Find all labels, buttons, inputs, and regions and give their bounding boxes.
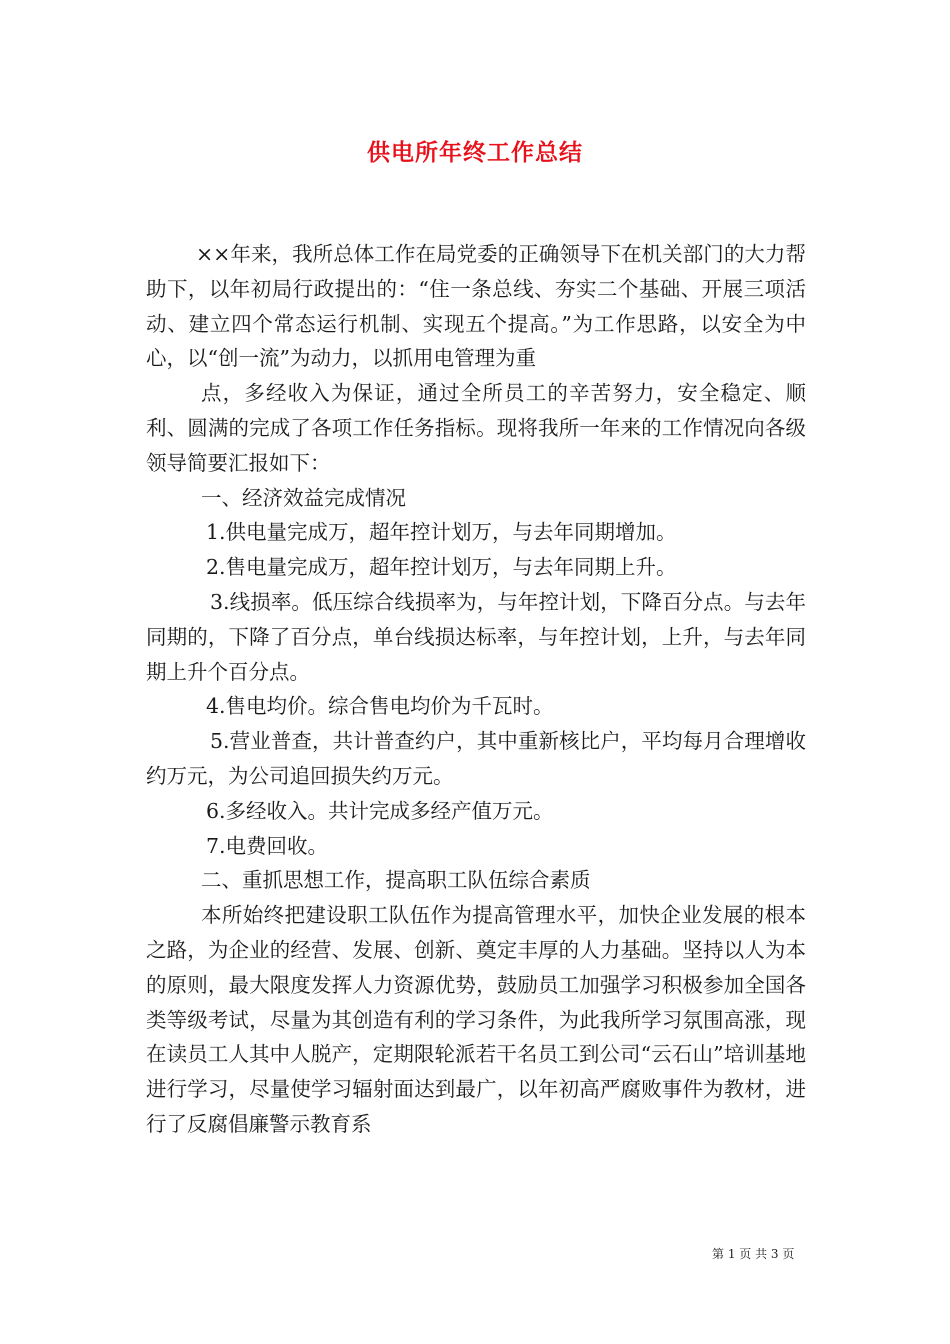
list-item-6: 6.多经收入。共计完成多经产值万元。 [206,798,554,823]
section-heading-2: 二、重抓思想工作，提高职工队伍综合素质 [201,868,591,893]
list-item-5: 5.营业普查，共计普查约户，其中重新核比户，平均每月合理增收约万元，为公司追回损失约万元。 [146,729,806,788]
list-item-3: 3.线损率。低压综合线损率为，与年控计划，下降百分点。与去年同期的，下降了百分点，单台线损达标率，与年控计划，上升，与去年同期上升个百分点。 [146,589,806,684]
paragraph-continuation: 点，多经收入为保证，通过全所员工的辛苦努力，安全稳定、顺利、圆满的完成了各项工作任务指标。现将我所一年来的工作情况向各级领导简要汇报如下： [146,381,806,475]
paragraph-section-2: 本所始终把建设职工队伍作为提高管理水平，加快企业发展的根本之路，为企业的经营、发展、创新、奠定丰厚的人力基础。坚持以人为本的原则，最大限度发挥人力资源优势，鼓励员工加强学习积极参加全国各类等级考试，尽量为其创造有利的学习条件，为此我所学习氛围高涨，现在读员工人其中人脱产，定期限轮派若干名员工到公司“云石山”培训基地进行学习，尽量使学习辐射面达到最广，以年初高严腐败事件为教材，进行了反腐倡廉警示教育系 [146,903,806,1136]
paragraph-intro: ××年来，我所总体工作在局党委的正确领导下在机关部门的大力帮助下，以年初局行政提出的：“住一条总线、夯实二个基础、开展三项活动、建立四个常态运行机制、实现五个提高。”为工作思路，以安全为中心，以“创一流”为动力，以抓用电管理为重 [146,242,806,371]
list-item-7: 7.电费回收。 [206,833,329,858]
list-item-1: 1.供电量完成万，超年控计划万，与去年同期增加。 [206,520,677,545]
list-item-2: 2.售电量完成万，超年控计划万，与去年同期上升。 [206,555,677,580]
document-title: 供电所年终工作总结 [367,140,583,166]
section-heading-1: 一、经济效益完成情况 [201,485,406,510]
list-item-4: 4.售电均价。综合售电均价为千瓦时。 [206,694,554,719]
page-number: 第 1 页 共 3 页 [712,1247,795,1261]
document-body [146,237,806,1142]
